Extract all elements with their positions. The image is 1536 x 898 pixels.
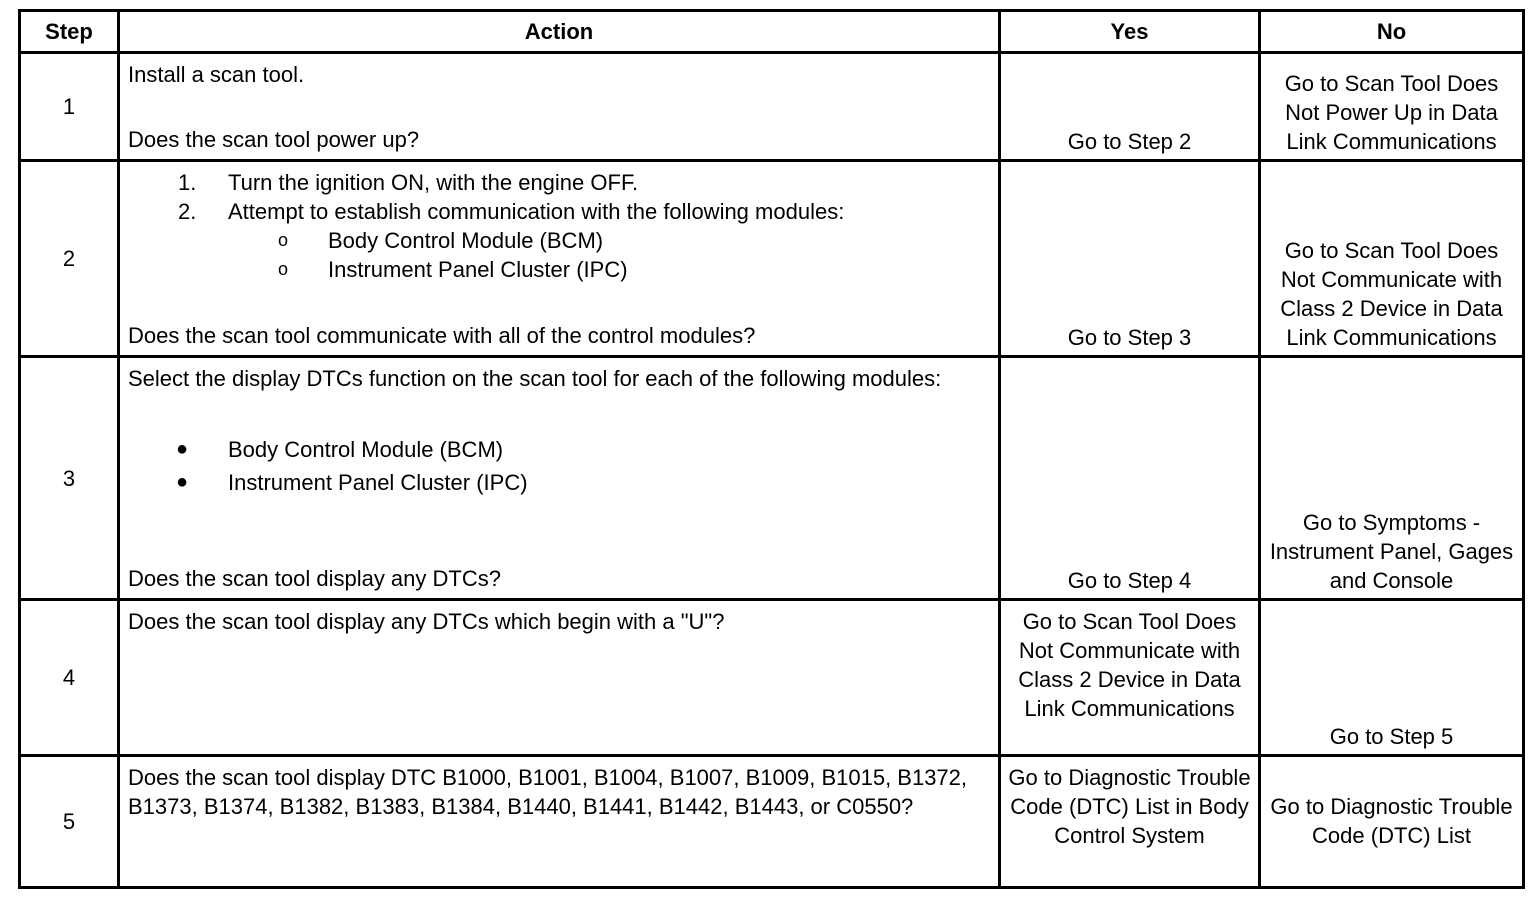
module-list — [128, 435, 992, 497]
header-action: Action — [119, 11, 1000, 53]
list-item: o Instrument Panel Cluster (IPC) — [278, 257, 628, 282]
action-intro: Select the display DTCs function on the scan tool for each of the following modules: — [128, 366, 942, 391]
no-cell: Go to Scan Tool Does Not Power Up in Data Link Communications — [1260, 53, 1524, 161]
module-list — [128, 226, 992, 284]
action-question: Does the scan tool display any DTCs? — [128, 566, 501, 591]
step-number: 2 — [20, 161, 119, 357]
header-no: No — [1260, 11, 1524, 53]
yes-cell: Go to Step 3 — [1000, 161, 1260, 357]
action-cell — [119, 600, 1000, 756]
table-row — [20, 756, 1524, 888]
table-row — [20, 357, 1524, 600]
list-item: ● Body Control Module (BCM) — [176, 437, 504, 462]
yes-cell: Go to Scan Tool Does Not Communicate with Class 2 Device in Data Link Communications — [1000, 600, 1260, 756]
step-number: 5 — [20, 756, 119, 888]
header-yes: Yes — [1000, 11, 1260, 53]
circle-bullet-icon: o — [278, 259, 289, 279]
yes-cell: Go to Step 2 — [1000, 53, 1260, 161]
circle-bullet-icon: o — [278, 230, 289, 250]
bullet-icon: ● — [176, 438, 189, 460]
step-number: 3 — [20, 357, 119, 600]
action-question: Does the scan tool communicate with all of the control modules? — [128, 323, 756, 348]
no-cell: Go to Scan Tool Does Not Communicate with Class 2 Device in Data Link Communications — [1260, 161, 1524, 357]
step-number: 1 — [20, 53, 119, 161]
list-item: ● Instrument Panel Cluster (IPC) — [176, 470, 528, 495]
header-row — [20, 11, 1524, 53]
action-cell — [119, 53, 1000, 161]
no-cell: Go to Step 5 — [1260, 600, 1524, 756]
action-cell — [119, 357, 1000, 600]
action-question: Does the scan tool display DTC B1000, B1001, B1004, B1007, B1009, B1015, B1372, B1373, B1374, B1382, B1383, B1384, B1440, B1441, B1442, B1443, or C0550? — [128, 765, 968, 819]
table-row — [20, 53, 1524, 161]
table-row — [20, 161, 1524, 357]
no-cell: Go to Diagnostic Trouble Code (DTC) List — [1260, 756, 1524, 888]
list-item: 1. Turn the ignition ON, with the engine OFF. — [178, 170, 639, 195]
list-item: 2. Attempt to establish communication with the following modules: — [178, 199, 845, 224]
yes-cell: Go to Diagnostic Trouble Code (DTC) List in Body Control System — [1000, 756, 1260, 888]
yes-cell: Go to Step 4 — [1000, 357, 1260, 600]
bullet-icon: ● — [176, 471, 189, 493]
action-question: Does the scan tool power up? — [128, 127, 420, 152]
action-cell — [119, 161, 1000, 357]
numbered-list — [128, 168, 992, 226]
action-intro: Install a scan tool. — [128, 62, 305, 87]
action-cell — [119, 756, 1000, 888]
action-question: Does the scan tool display any DTCs which begin with a "U"? — [128, 609, 725, 634]
header-step: Step — [20, 11, 119, 53]
step-number: 4 — [20, 600, 119, 756]
diagnostic-table — [18, 9, 1525, 889]
table-row — [20, 600, 1524, 756]
no-cell: Go to Symptoms - Instrument Panel, Gages and Console — [1260, 357, 1524, 600]
list-item: o Body Control Module (BCM) — [278, 228, 604, 253]
